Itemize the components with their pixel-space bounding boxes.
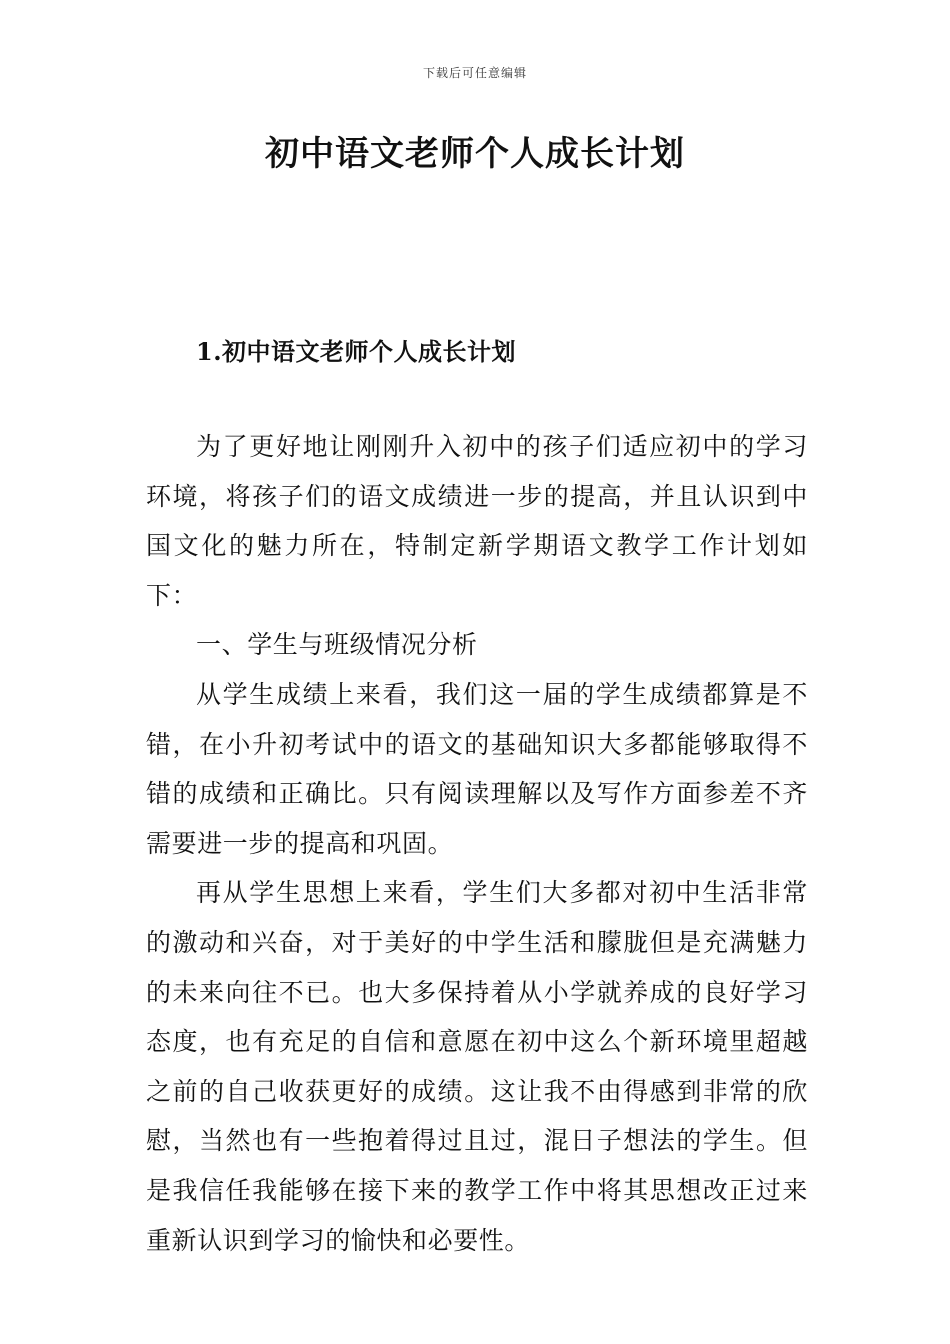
section-heading: 1.初中语文老师个人成长计划	[196, 337, 517, 366]
paragraph-intro: 为了更好地让刚刚升入初中的孩子们适应初中的学习环境，将孩子们的语文成绩进一步的提高，并且认识到中国文化的魅力所在，特制定新学期语文教学工作计划如下：	[146, 432, 808, 610]
header-note: 下载后可任意编辑	[422, 66, 527, 80]
document-title: 初中语文老师个人成长计划	[265, 134, 685, 174]
paragraph-subheading: 一、学生与班级情况分析	[196, 630, 478, 660]
body-text	[146, 422, 808, 1265]
paragraph-grades: 从学生成绩上来看，我们这一届的学生成绩都算是不错，在小升初考试中的语文的基础知识大多都能够取得不错的成绩和正确比。只有阅读理解以及写作方面参差不齐需要进一步的提高和巩固。	[146, 679, 808, 858]
paragraph-attitude: 再从学生思想上来看，学生们大多都对初中生活非常的激动和兴奋，对于美好的中学生活和朦胧但是充满魅力的未来向往不已。也大多保持着从小学就养成的良好学习态度，也有充足的自信和意愿在初中这么个新环境里超越之前的自己收获更好的成绩。这让我不由得感到非常的欣慰，当然也有一些抱着得过且过，混日子想法的学生。但是我信任我能够在接下来的教学工作中将其思想改正过来重新认识到学习的愉快和必要性。	[146, 878, 808, 1255]
